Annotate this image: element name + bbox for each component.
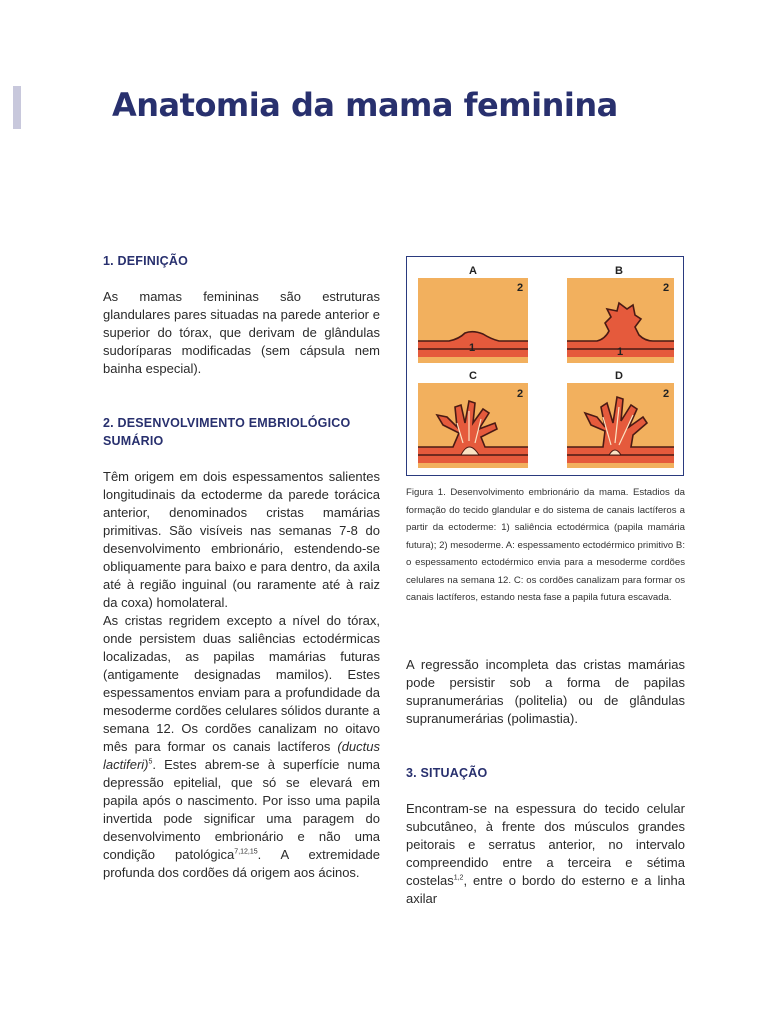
panel-letter-a: A <box>469 265 477 277</box>
panel-c <box>407 370 537 468</box>
figure-embryo-stages <box>406 256 684 476</box>
left-column <box>103 252 380 882</box>
panel-letter-b: B <box>615 265 623 277</box>
panel-d <box>557 370 683 468</box>
section-heading-situacao: 3. SITUAÇÃO <box>406 766 488 780</box>
definicao-paragraph: As mamas femininas são estruturas glandulares pares situadas na parede anterior e superior do tórax, que derivam de glândulas sudoríparas modificadas (sem cápsula nem bainha especial). <box>103 289 380 376</box>
page-title: Anatomia da mama feminina <box>112 86 618 124</box>
citation-ref: 7,12,15 <box>234 848 258 856</box>
situacao-text-a: Encontram-se na espessura do tecido celular subcutâneo, à frente dos músculos grandes peitorais e serratus anterior, no intervalo compreendido entre a terceira e sétima costelas <box>406 801 685 888</box>
margin-accent-bar <box>13 86 21 129</box>
figure-caption: Figura 1. Desenvolvimento embrionário da mama. Estadios da formação do tecido glandular e do sistema de canais lactíferos a partir da ectoderme: 1) saliência ectodérmica (papila mamária futura); 2) mesoderme. A: espessamento ectodérmico primitivo B: o espessamento ectodérmico envia para a mesoderme cordões celulares na semana 12. C: os cordões canalizam para formar os canais lactíferos, estando nesta fase a papila futura escavada. <box>406 487 685 603</box>
label-mesoderm: 2 <box>663 282 670 294</box>
label-mesoderm: 2 <box>517 282 524 294</box>
para2-text-b: . Estes abrem-se à superfície numa depressão epitelial, que só se elevará em papila após o nascimento. Por isso uma papila invertida pode significar uma paragem do desenvolvimento embrionário e não uma condição patológica <box>103 757 380 862</box>
section-heading-desenvolvimento: 2. DESENVOLVIMENTO EMBRIOLÓGICO SUMÁRIO <box>103 416 351 448</box>
para2-text-c: . A extremidade profunda dos cordões dá origem aos ácinos. <box>103 847 380 880</box>
label-mesoderm: 2 <box>663 388 670 400</box>
panel-a <box>407 265 537 363</box>
para2-text-a: As cristas regridem excepto a nível do tórax, onde persistem duas saliências ectodérmicas localizadas, as papilas mamárias futuras (antigamente designadas mamilos). Estes espessamentos enviam para a profundidade da mesoderme cordões celulares sólidos durante a semana 12. Os cordões canalizam no oitavo mês para formar os canais lactíferos <box>103 613 380 754</box>
situacao-paragraph <box>406 800 685 908</box>
figure-illustration <box>407 257 683 475</box>
label-mesoderm: 2 <box>517 388 524 400</box>
panel-b <box>557 265 683 363</box>
right-column <box>406 656 685 908</box>
situacao-text-b: , entre o bordo do esterno e a linha axilar <box>406 873 685 906</box>
citation-ref: 1,2 <box>453 874 464 882</box>
para2-latin-term: (ductus lactiferi) <box>103 739 380 772</box>
panel-letter-d: D <box>615 370 623 382</box>
desenvolvimento-paragraph-2 <box>103 612 380 882</box>
section-heading-definicao: 1. DEFINIÇÃO <box>103 254 189 268</box>
citation-ref: 5 <box>148 758 153 766</box>
regressao-paragraph: A regressão incompleta das cristas mamárias pode persistir sob a forma de papilas supranumerárias (politelia) ou de glândulas supranumerárias (polimastia). <box>406 657 685 726</box>
label-ectoderm: 1 <box>469 342 476 354</box>
panel-letter-c: C <box>469 370 477 382</box>
desenvolvimento-paragraph-1: Têm origem em dois espessamentos salientes longitudinais da ectoderme da parede torácica anterior, denominados cristas mamárias primitivas. São visíveis nas semanas 7-8 do desenvolvimento embrionário, estendendo-se obliquamente para baixo e para dentro, da axila até à região inguinal (ou raramente até à raiz da coxa) homolateral. <box>103 469 380 610</box>
label-ectoderm: 1 <box>617 346 624 358</box>
